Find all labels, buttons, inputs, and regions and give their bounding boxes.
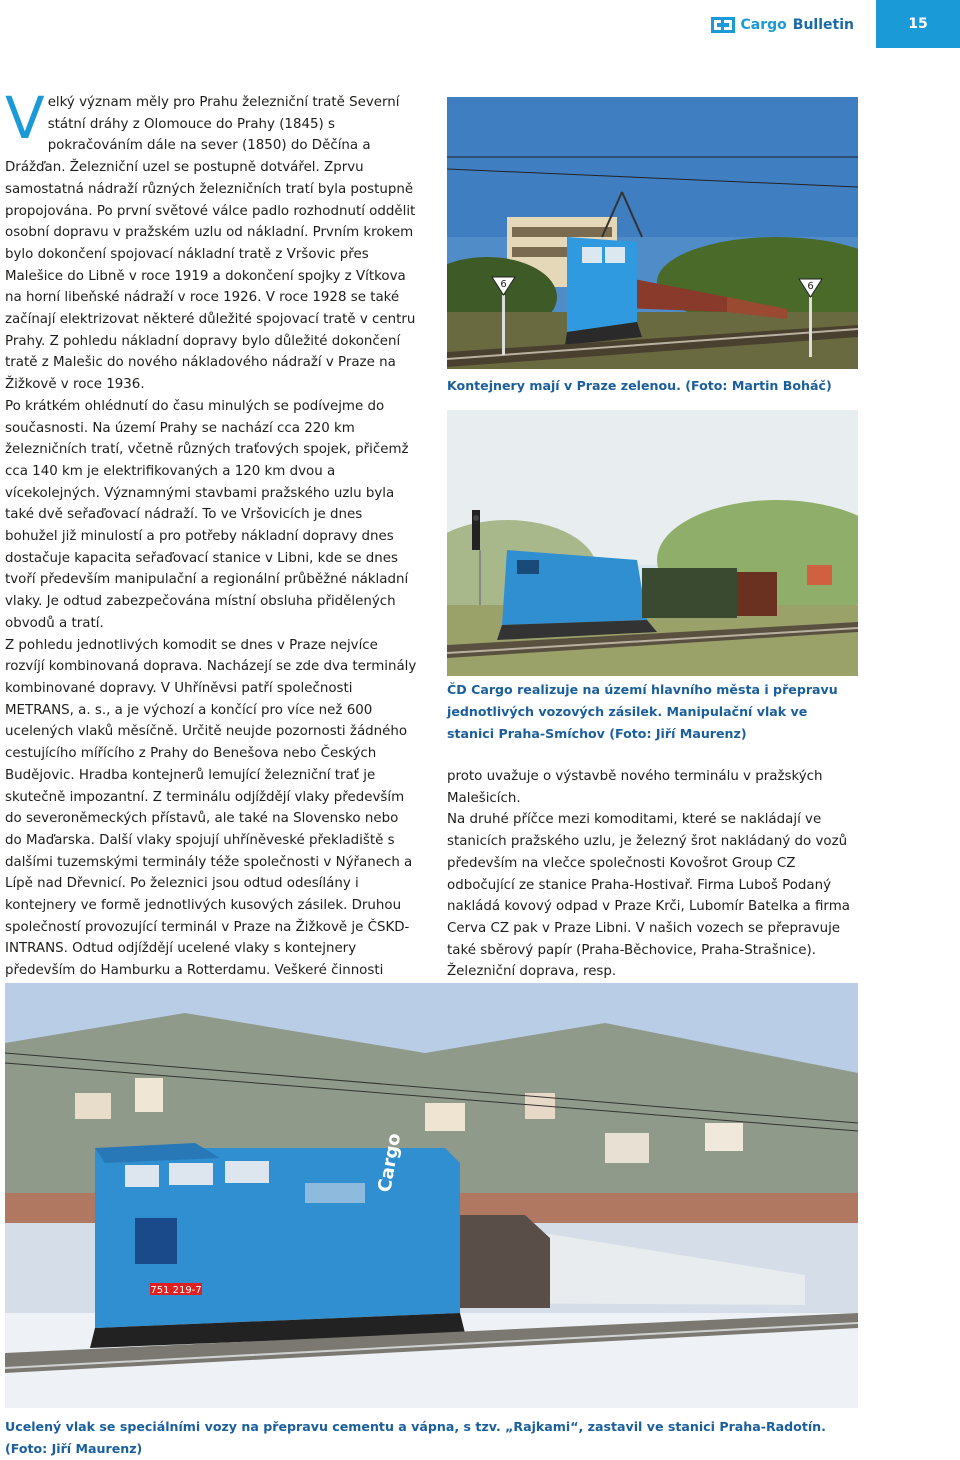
brand-cargo: Cargo — [740, 17, 787, 33]
photo-container-train — [447, 97, 858, 369]
paragraph-text: elký význam měly pro Prahu železniční tratě Severní státní dráhy z Olomouce do Prahy (1845) s pokračováním dále na sever (1850) do Děčína a Drážďan. Železniční uzel se postupně dotvářel. Zprvu samostatná nádraží různých železničních tratí byla postupně propojována. Po první světové válce padlo rozhodnutí oddělit osobní dopravu v pražském uzlu od nákladní. Prvním krokem bylo dokončení spojovací nákladní tratě z Vršovic přes Malešice do Libně v roce 1919 a dokončení spojky z Vítkova na horní libeňské nádraží v roce 1926. V roce 1928 se také začínají elektrizovat některé důležité spojovací tratě v centru Prahy. Z pohledu nákladní dopravy bylo důležité dokončení tratě z Malešic do nového nákladového nádraží v Praze na Žižkově v roce 1936. — [5, 95, 416, 393]
photo-cement-train — [5, 983, 858, 1408]
dropcap: V — [5, 84, 45, 152]
article-right-column — [447, 766, 857, 983]
article-paragraph: Po krátkém ohlédnutí do času minulých se podívejme do současnosti. Na území Prahy se nachází cca 220 km železničních tratí, včetně různých traťových spojek, přičemž cca 140 km je elektrifikovaných a 120 km dvou a vícekolejných. Významnými stavbami pražského uzlu byla také dvě seřaďovací nádraží. To ve Vršovicích je dnes bohužel již minulostí a pro potřeby nákladní dopravy dnes dostačuje kapacita seřaďovací stanice v Libni, kde se dnes tvoří především manipulační a regionální průběžné nákladní vlaky. Je odtud zabezpečována místní obsluha přidělených obvodů a tratí. — [5, 398, 409, 631]
brand — [711, 14, 854, 36]
article-paragraph: Na druhé příčce mezi komoditami, které se nakládají ve stanicích pražského uzlu, je železný šrot nakládaný do vozů především na vlečce společnosti Kovošrot Group CZ odbočující ze stanice Praha-Hostivař. Firma Luboš Podaný nakládá kovový odpad v Praze Krči, Lubomír Batelka a firma Cerva CZ pak v Praze Libni. V našich vozech se přepravuje také sběrový papír (Praha-Běchovice, Praha-Strašnice). Železniční doprava, resp. — [447, 812, 850, 980]
article-paragraph — [5, 84, 417, 396]
article-paragraph: proto uvažuje o výstavbě nového terminálu v pražských Malešicích. — [447, 769, 823, 806]
speed-sign-left: 6 — [500, 279, 507, 290]
photo-shunting-train — [447, 410, 858, 676]
article-left-column — [5, 84, 417, 1025]
article-paragraph: Z pohledu jednotlivých komodit se dnes v Praze nejvíce rozvíjí kombinovaná doprava. Nacházejí se zde dva terminály kombinované dopravy. V Uhříněvsi patří společnosti METRANS, a. s., a je výchozí a končící pro více než 600 ucelených vlaků měsíčně. Určitě neujde pozornosti žádného cestujícího mířícího z Prahy do Benešova nebo Českých Budějovic. Hradba kontejnerů lemující železniční trať je skutečně impozantní. Z terminálu odjíždějí vlaky především do severoněmeckých přístavů, ale také na Slovensko nebo do Maďarska. Další vlaky spojují uhříněveské překladiště s dalšími tuzemskými terminály téže společnosti v Nýřanech a Lípě nad Dřevnicí. Po železnici jsou odtud odesílány i kontejnery ve formě jednotlivých kusových zásilek. Druhou společností provozující terminál v Praze na Žižkově je ČSKD-INTRANS. Odtud odjíždějí ucelené vlaky s kontejnery především do Hamburku a Rotterdamu. Veškeré činnosti — [5, 637, 417, 979]
photo-caption: Kontejnery mají v Praze zelenou. (Foto: Martin Boháč) — [447, 378, 832, 393]
photo-caption: ČD Cargo realizuje na území hlavního města i přepravu jednotlivých vozových zásilek. Manipulační vlak ve stanici Praha-Smíchov (Foto: Jiří Maurenz) — [447, 682, 838, 741]
loco-number: 751 219-7 — [150, 1285, 202, 1296]
page-header — [0, 0, 960, 48]
brand-bulletin: Bulletin — [792, 17, 854, 33]
photo-caption: Ucelený vlak se speciálními vozy na přepravu cementu a vápna, s tzv. „Rajkami“, zastavil ve stanici Praha-Radotín. (Foto: Jiří Maurenz) — [5, 1419, 826, 1456]
speed-sign-right: 6 — [807, 281, 814, 292]
cd-cargo-logo-icon — [711, 17, 735, 33]
page-number: 15 — [876, 0, 960, 48]
loco-brand: Cargo — [374, 1131, 406, 1194]
